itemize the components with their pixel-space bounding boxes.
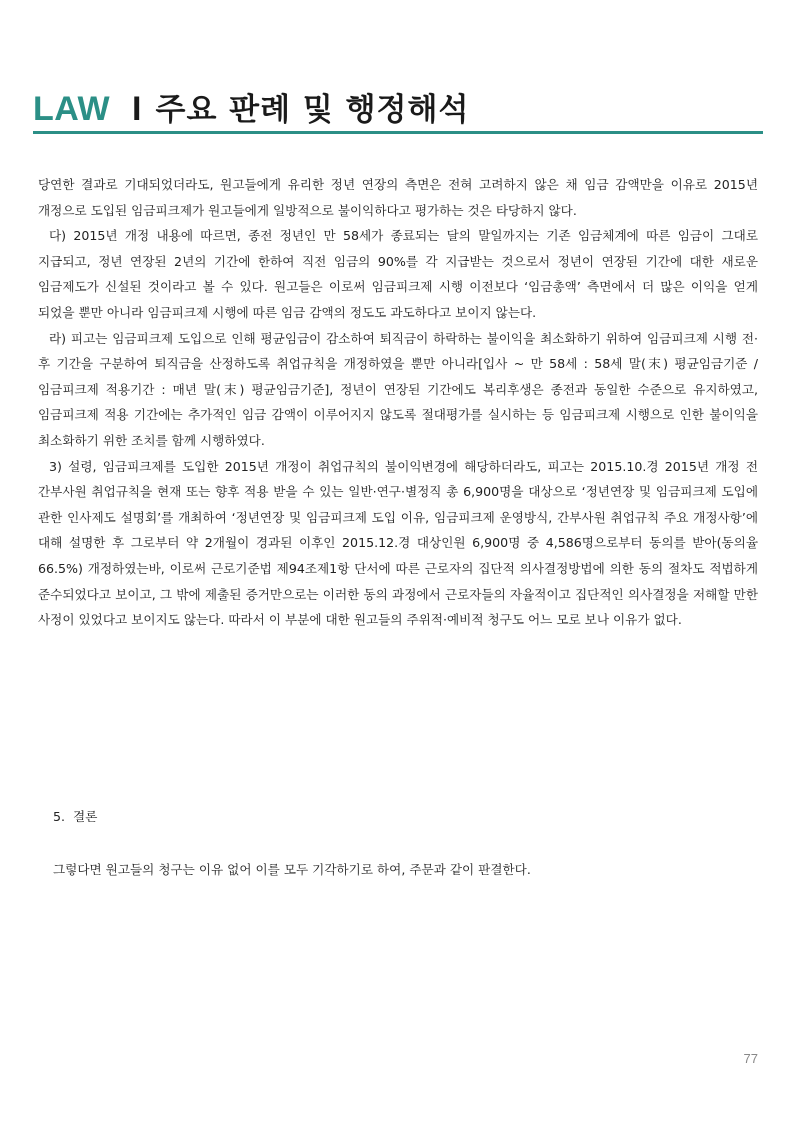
section-number: 5. xyxy=(53,809,66,824)
header-separator: I xyxy=(132,90,142,128)
paragraph: 다) 2015년 개정 내용에 따르면, 종전 정년인 만 58세가 종료되는 달의 말일까지는 기존 임금체계에 따른 임금이 그대로 지급되고, 정년 연장된 2년의 기간에 한하여 직전 임금의 90%를 각 지급받는 것으로서 정년이 연장된 기간에 대한 새로운 임금제도가 신설된 것이라고 볼 수 있다. 원고들은 이로써 임금피크제 시행 이전보다 ‘임금총액’ 측면에서 더 많은 이익을 얻게 되었을 뿐만 아니라 임금피크제 시행에 따른 임금 감액의 정도도 과도하다고 보이지 않는다. xyxy=(38,228,758,320)
page-title: 주요 판례 및 행정해석 xyxy=(155,92,470,128)
paragraph: 라) 피고는 임금피크제 도입으로 인해 평균임금이 감소하여 퇴직금이 하락하는 불이익을 최소화하기 위하여 임금피크제 시행 전·후 기간을 구분하여 퇴직금을 산정하도록 취업규칙을 개정하였을 뿐만 아니라[입사 ~ 만 58세 : 58세 말(末) 평균임금기준 / 임금피크제 적용기간 : 매년 말(末) 평균임금기준], 정년이 연장된 기간에도 복리후생은 종전과 동일한 수준으로 유지하였고, 임금피크제 적용 기간에는 추가적인 임금 감액이 이루어지지 않도록 절대평가를 실시하는 등 임금피크제 시행으로 인한 불이익을 최소화하기 위한 조치를 함께 시행하였다. xyxy=(38,330,758,448)
paragraph: 3) 설령, 임금피크제를 도입한 2015년 개정이 취업규칙의 불이익변경에 해당하더라도, 피고는 2015.10.경 2015년 개정 전 간부사원 취업규칙을 현재 또는 향후 적용 받을 수 있는 일반·연구·별정직 총 6,900명을 대상으로 ‘정년연장 및 임금피크제 도입에 관한 인사제도 설명회’를 개최하여 ‘정년연장 및 임금피크제 도입 이유, 임금피크제 운영방식, 간부사원 취업규칙 주요 개정사항’에 대해 설명한 후 그로부터 약 2개월이 경과된 이후인 2015.12.경 대상인원 6,900명 중 4,586명으로부터 동의를 받아(동의율 66.5%) 개정하였는바, 이로써 근로기준법 제94조제1항 단서에 따른 근로자의 집단적 의사결정방법에 의한 동의 절차도 적법하게 준수되었다고 보이고, 그 밖에 제출된 증거만으로는 이러한 동의 과정에서 근로자들의 자율적이고 집단적인 의사결정을 저해할 만한 사정이 있었다고 보이지도 않는다. 따라서 이 부분에 대한 원고들의 주위적·예비적 청구도 어느 모로 보나 이유가 없다. xyxy=(38,458,758,628)
page-header xyxy=(33,84,469,129)
conclusion-text: 그렇다면 원고들의 청구는 이유 없어 이를 모두 기각하기로 하여, 주문과 같이 판결한다. xyxy=(53,862,531,877)
page-number: 77 xyxy=(743,1051,758,1066)
paragraph: 당연한 결과로 기대되었더라도, 원고들에게 유리한 정년 연장의 측면은 전혀 고려하지 않은 채 임금 감액만을 이유로 2015년 개정으로 도입된 임금피크제가 원고들에게 일방적으로 불이익하다고 평가하는 것은 타당하지 않다. xyxy=(38,177,758,218)
header-divider xyxy=(33,131,763,134)
section-tag: LAW xyxy=(33,90,111,128)
body-text xyxy=(38,172,758,633)
section-heading xyxy=(53,804,97,829)
section-title: 결론 xyxy=(73,809,98,824)
